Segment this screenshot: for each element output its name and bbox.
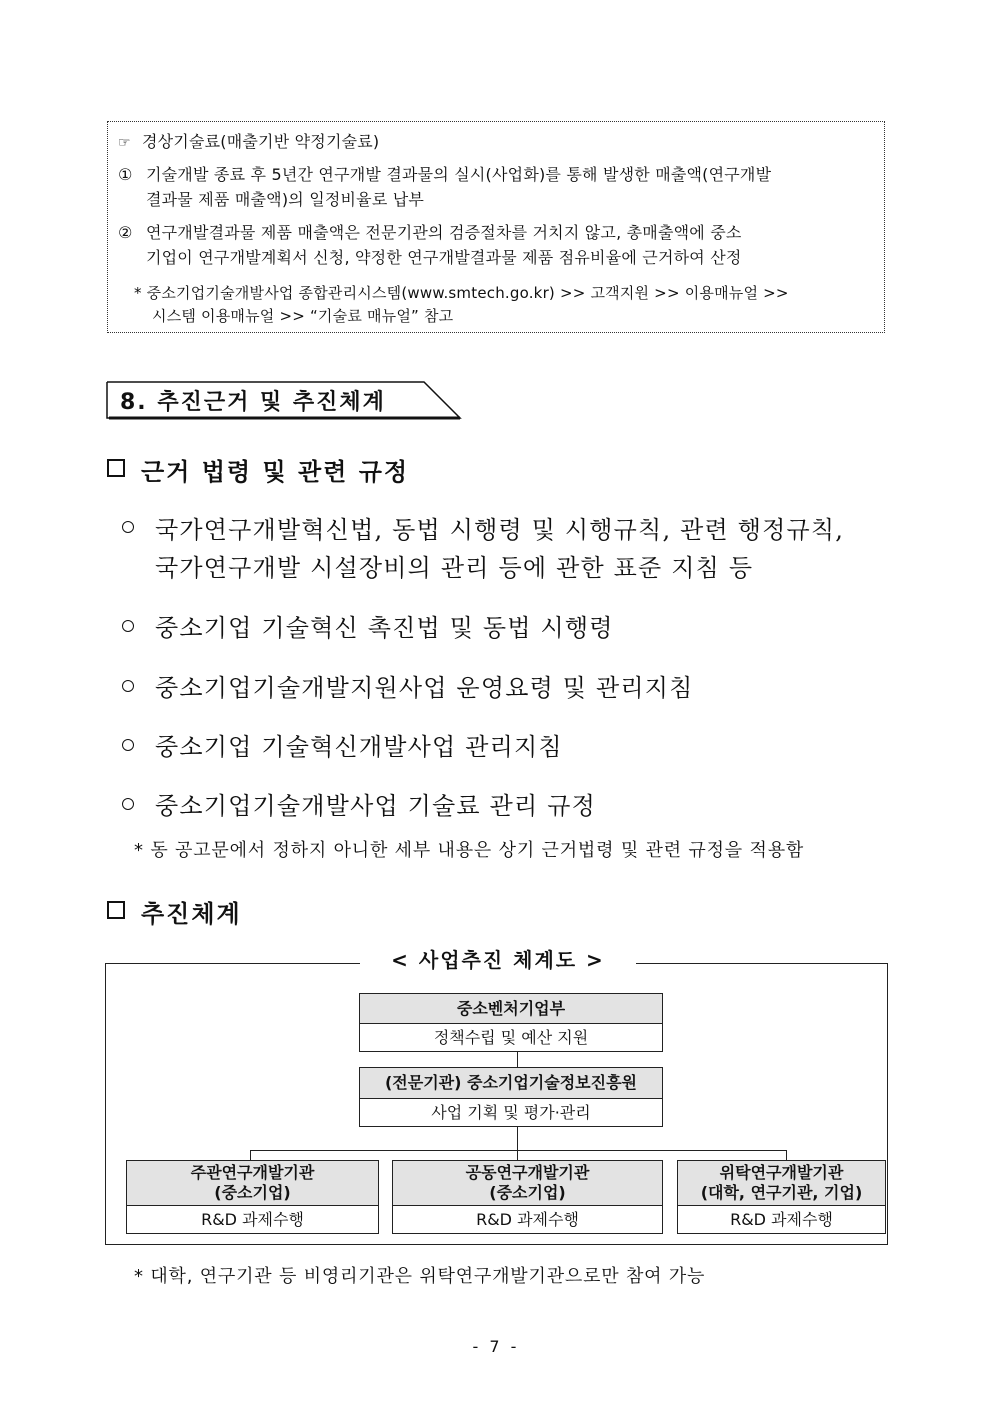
lead-institution-name <box>127 1161 378 1206</box>
joint-institution-box <box>392 1160 663 1234</box>
bullet-circle-icon <box>122 739 134 751</box>
basis-item-2: 중소기업 기술혁신 촉진법 및 동법 시행령 <box>155 614 614 642</box>
system-footnote: * 대학, 연구기관 등 비영리기관은 위탁연구개발기관으로만 참여 가능 <box>134 1266 706 1287</box>
pointing-hand-icon: ☞ <box>118 135 131 151</box>
ministry-name: 중소벤처기업부 <box>360 994 662 1024</box>
bullet-circle-icon <box>122 680 134 692</box>
connector-line <box>786 1150 787 1160</box>
note-item1-mark: ① <box>118 165 133 184</box>
joint-institution-name-line1: 공동연구개발기관 <box>465 1163 590 1182</box>
note-item2-line2: 기업이 연구개발계획서 신청, 약정한 연구개발결과물 제품 점유비율에 근거하여 산정 <box>146 248 742 267</box>
note-box <box>107 121 885 333</box>
lead-institution-name-line2: (중소기업) <box>214 1183 291 1202</box>
note-item2-mark: ② <box>118 223 133 242</box>
agency-role: 사업 기획 및 평가·관리 <box>431 1103 591 1122</box>
bullet-circle-icon <box>122 798 134 810</box>
commissioned-institution-name <box>678 1161 885 1206</box>
basis-heading: 근거 법령 및 관련 규정 <box>141 457 410 486</box>
basis-footnote: * 동 공고문에서 정하지 아니한 세부 내용은 상기 근거법령 및 관련 규정을 적용함 <box>134 840 805 861</box>
connector-line <box>250 1150 251 1160</box>
commissioned-institution-box <box>677 1160 886 1234</box>
basis-item-5: 중소기업기술개발사업 기술료 관리 규정 <box>155 792 597 820</box>
commissioned-institution-role: R&D 과제수행 <box>730 1210 833 1229</box>
note-item2-line1: 연구개발결과물 제품 매출액은 전문기관의 검증절차를 거치지 않고, 총매출액에 중소 <box>146 223 742 242</box>
bullet-circle-icon <box>122 620 134 632</box>
agency-box <box>359 1067 663 1127</box>
note-ref-line1: * 중소기업기술개발사업 종합관리시스템(www.smtech.go.kr) >> 고객지원 >> 이용매뉴얼 >> <box>134 284 789 302</box>
commissioned-institution-name-line1: 위탁연구개발기관 <box>719 1163 844 1182</box>
basis-item-1: 국가연구개발혁신법, 동법 시행령 및 시행규칙, 관련 행정규칙, <box>155 516 845 544</box>
checkbox-square-icon <box>107 459 125 477</box>
joint-institution-role: R&D 과제수행 <box>476 1210 579 1229</box>
joint-institution-name <box>393 1161 662 1206</box>
org-chart-title: < 사업추진 체계도 > <box>360 944 636 976</box>
connector-line <box>517 1051 518 1067</box>
connector-line <box>517 1126 518 1150</box>
note-heading-text: 경상기술료(매출기반 약정기술료) <box>142 132 380 151</box>
commissioned-institution-name-line2: (대학, 연구기관, 기업) <box>700 1183 863 1202</box>
lead-institution-role: R&D 과제수행 <box>201 1210 304 1229</box>
lead-institution-name-line1: 주관연구개발기관 <box>190 1163 315 1182</box>
lead-institution-box <box>126 1160 379 1234</box>
section-title: 8. 추진근거 및 추진체계 <box>120 390 386 415</box>
note-ref-line2: 시스템 이용매뉴얼 >> “기술료 매뉴얼” 참고 <box>152 307 454 325</box>
basis-item-1-cont: 국가연구개발 시설장비의 관리 등에 관한 표준 지침 등 <box>155 554 754 582</box>
joint-institution-name-line2: (중소기업) <box>489 1183 566 1202</box>
connector-line <box>250 1150 787 1151</box>
basis-item-4: 중소기업 기술혁신개발사업 관리지침 <box>155 733 563 761</box>
agency-name: (전문기관) 중소기업기술정보진흥원 <box>360 1068 662 1099</box>
page-number: - 7 - <box>472 1337 520 1356</box>
note-item1-line1: 기술개발 종료 후 5년간 연구개발 결과물의 실시(사업화)를 통해 발생한 매출액(연구개발 <box>146 165 772 184</box>
note-item1-line2: 결과물 제품 매출액)의 일정비율로 납부 <box>146 190 425 209</box>
ministry-role: 정책수립 및 예산 지원 <box>433 1028 589 1047</box>
checkbox-square-icon <box>107 901 125 919</box>
note-heading <box>118 131 379 154</box>
system-heading: 추진체계 <box>141 899 242 928</box>
basis-item-3: 중소기업기술개발지원사업 운영요령 및 관리지침 <box>155 674 694 702</box>
bullet-circle-icon <box>122 521 134 533</box>
ministry-box <box>359 993 663 1052</box>
connector-line <box>517 1150 518 1160</box>
